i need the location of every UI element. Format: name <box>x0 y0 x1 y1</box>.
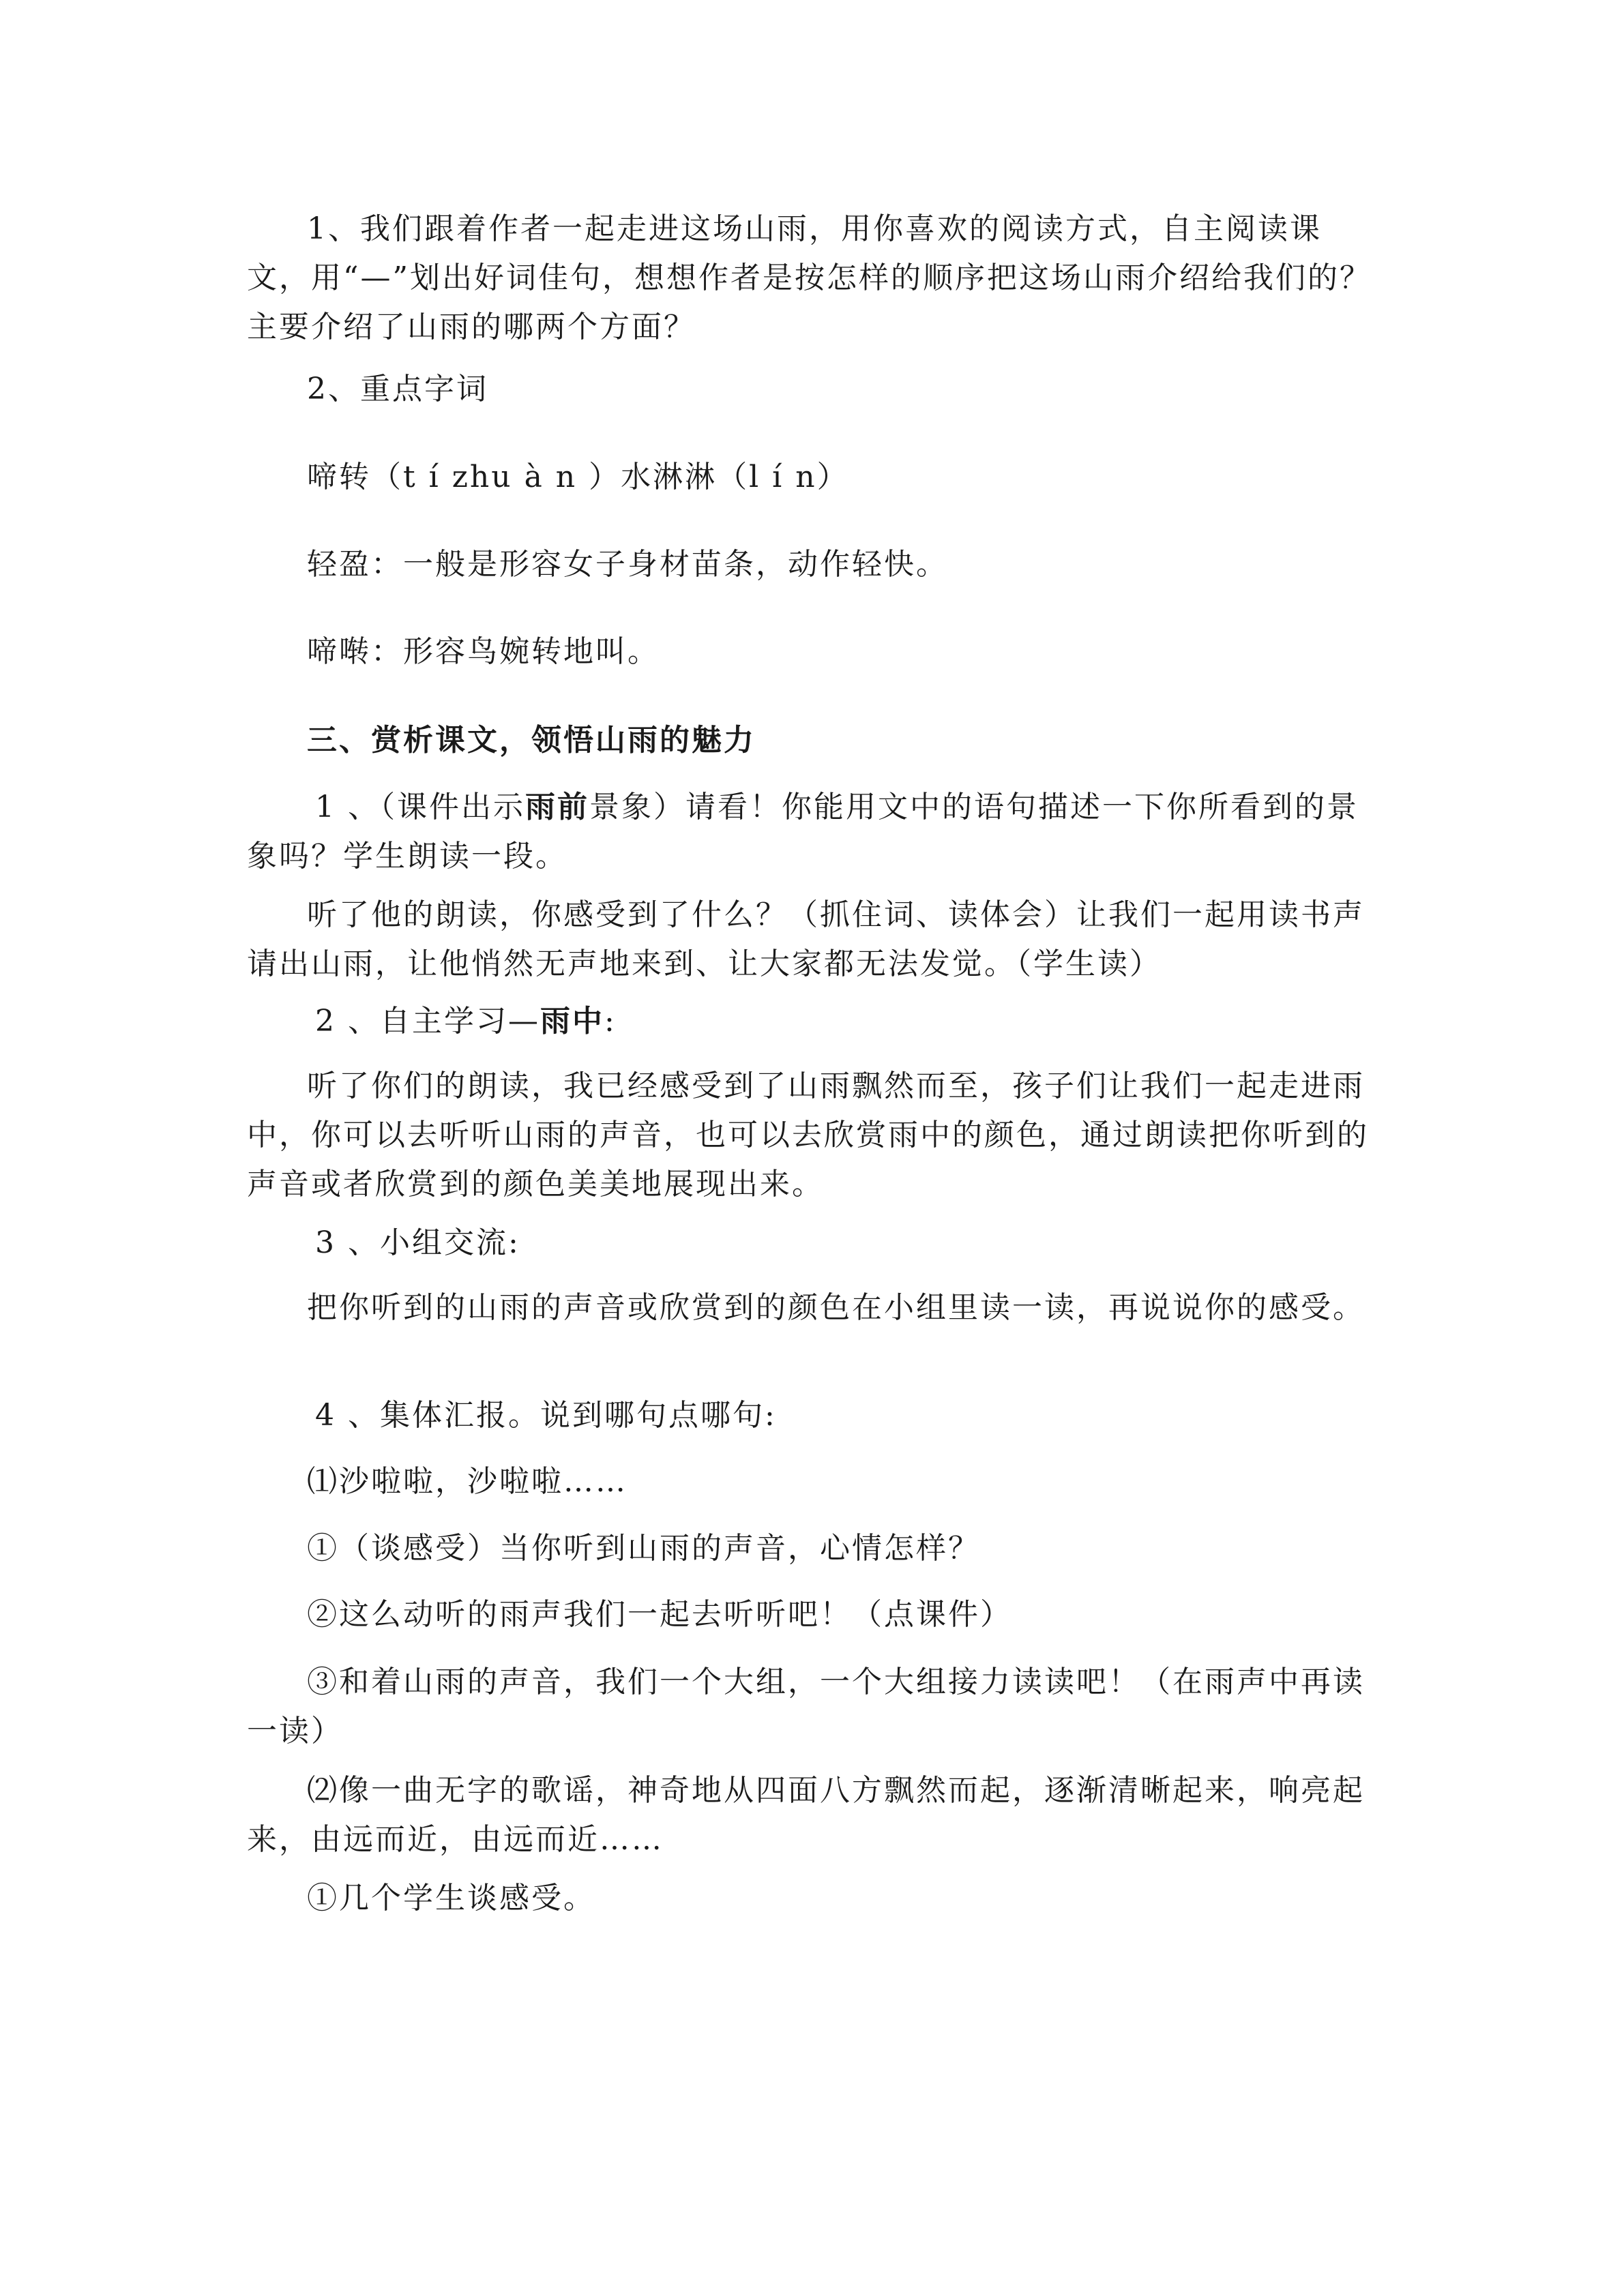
section-heading-3: 三、赏析课文，领悟山雨的魅力 <box>307 723 756 758</box>
step-2-emphasis-in-rain: 雨中 <box>540 1004 604 1039</box>
paragraph-item-1-b: ②这么动听的雨声我们一起去听听吧！（点课件） <box>307 1597 1012 1632</box>
paragraph-vocab-pinyin: 啼转（t í zhu à n ）水淋淋（l í n） <box>307 460 849 494</box>
step-2-prefix: 2 、自主学习— <box>315 1004 540 1039</box>
paragraph-item-2-a: ①几个学生谈感受。 <box>307 1881 595 1915</box>
step-1-suffix: 景象）请看！你能用文中的语句描述一下你所看到的景象吗？学生朗读一段。 <box>247 790 1359 874</box>
step-1-prefix: 1 、（课件出示 <box>315 790 525 824</box>
step-1-emphasis-before-rain: 雨前 <box>525 790 589 824</box>
paragraph-vocab-qingying: 轻盈：一般是形容女子身材苗条，动作轻快。 <box>307 547 948 582</box>
paragraph-item-2: ⑵像一曲无字的歌谣，神奇地从四面八方飘然而起，逐渐清晰起来，响亮起来，由远而近，由远而近…… <box>247 1773 1365 1857</box>
paragraph-step-4: 4 、集体汇报。说到哪句点哪句: <box>315 1398 777 1433</box>
paragraph-item-1-a: ①（谈感受）当你听到山雨的声音，心情怎样？ <box>307 1531 980 1566</box>
paragraph-step-1-followup: 听了他的朗读，你感受到了什么？（抓住词、读体会）让我们一起用读书声请出山雨，让他悄然无声地来到、让大家都无法发觉。（学生读） <box>247 897 1365 981</box>
paragraph-step-3: 3 、小组交流: <box>315 1225 520 1260</box>
paragraph-step-2 <box>247 997 1374 1046</box>
paragraph-step-1 <box>247 783 1374 881</box>
paragraph-step-3-body: 把你听到的山雨的声音或欣赏到的颜色在小组里读一读，再说说你的感受。 <box>307 1290 1365 1325</box>
paragraph-vocab-tizhuan: 啼啭：形容鸟婉转地叫。 <box>307 634 660 669</box>
paragraph-item-1-c: ③和着山雨的声音，我们一个大组，一个大组接力读读吧！（在雨声中再读一读） <box>247 1665 1365 1748</box>
step-2-suffix: : <box>604 1004 617 1039</box>
paragraph-item-1: ⑴沙啦啦，沙啦啦…… <box>307 1464 628 1499</box>
paragraph-step-2-body: 听了你们的朗读，我已经感受到了山雨飘然而至，孩子们让我们一起走进雨中，你可以去听听山雨的声音，也可以去欣赏雨中的颜色，通过朗读把你听到的声音或者欣赏到的颜色美美地展现出来。 <box>247 1069 1369 1202</box>
paragraph-question-1: 1、我们跟着作者一起走进这场山雨，用你喜欢的阅读方式，自主阅读课文，用“—”划出好词佳句，想想作者是按怎样的顺序把这场山雨介绍给我们的？主要介绍了山雨的哪两个方面？ <box>247 211 1372 344</box>
paragraph-key-words-heading: 2、重点字词 <box>307 372 488 406</box>
